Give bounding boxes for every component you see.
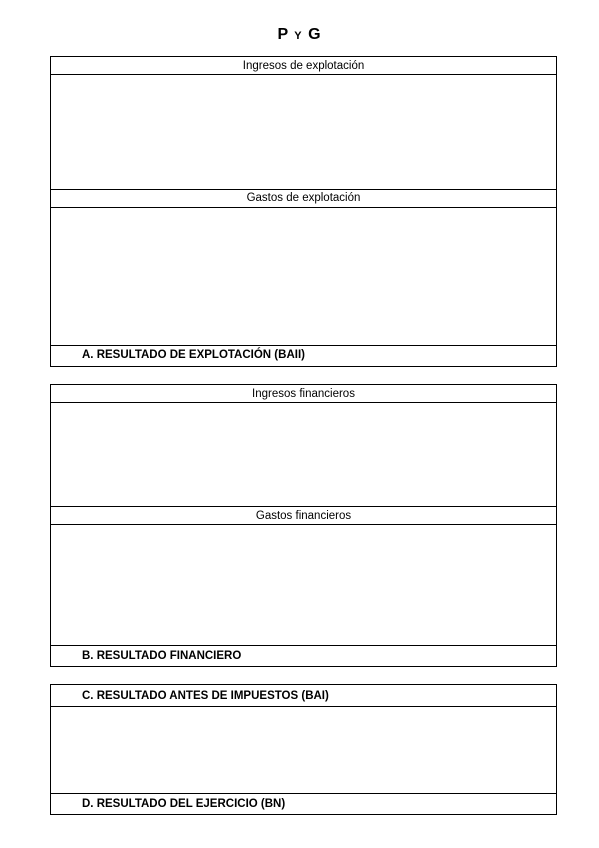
ingresos-explotacion-header: Ingresos de explotación [242, 60, 365, 72]
divider [51, 506, 556, 507]
resultado-ejercicio-row: D. RESULTADO DEL EJERCICIO (BN) [82, 798, 286, 810]
gastos-financieros-header: Gastos financieros [255, 510, 352, 522]
ingresos-financieros-header: Ingresos financieros [252, 388, 355, 400]
ingresos-financieros-area[interactable] [51, 403, 556, 506]
resultado-financiero-row: B. RESULTADO FINANCIERO [82, 650, 242, 662]
ingresos-explotacion-area[interactable] [51, 75, 556, 189]
gastos-explotacion-header: Gastos de explotación [246, 192, 361, 204]
divider [51, 345, 556, 346]
page-title [0, 26, 599, 44]
impuestos-area[interactable] [51, 707, 556, 792]
resultado-antes-impuestos-row: C. RESULTADO ANTES DE IMPUESTOS (BAI) [82, 690, 329, 702]
resultado-table [50, 684, 557, 815]
financiero-table [50, 384, 557, 667]
title-y: Y [294, 30, 303, 42]
divider [51, 793, 556, 794]
gastos-financieros-area[interactable] [51, 525, 556, 645]
divider [51, 645, 556, 646]
title-p: P [277, 26, 289, 43]
title-g: G [308, 26, 322, 43]
explotacion-table [50, 56, 557, 367]
resultado-explotacion-row: A. RESULTADO DE EXPLOTACIÓN (BAII) [82, 349, 305, 361]
gastos-explotacion-area[interactable] [51, 208, 556, 345]
